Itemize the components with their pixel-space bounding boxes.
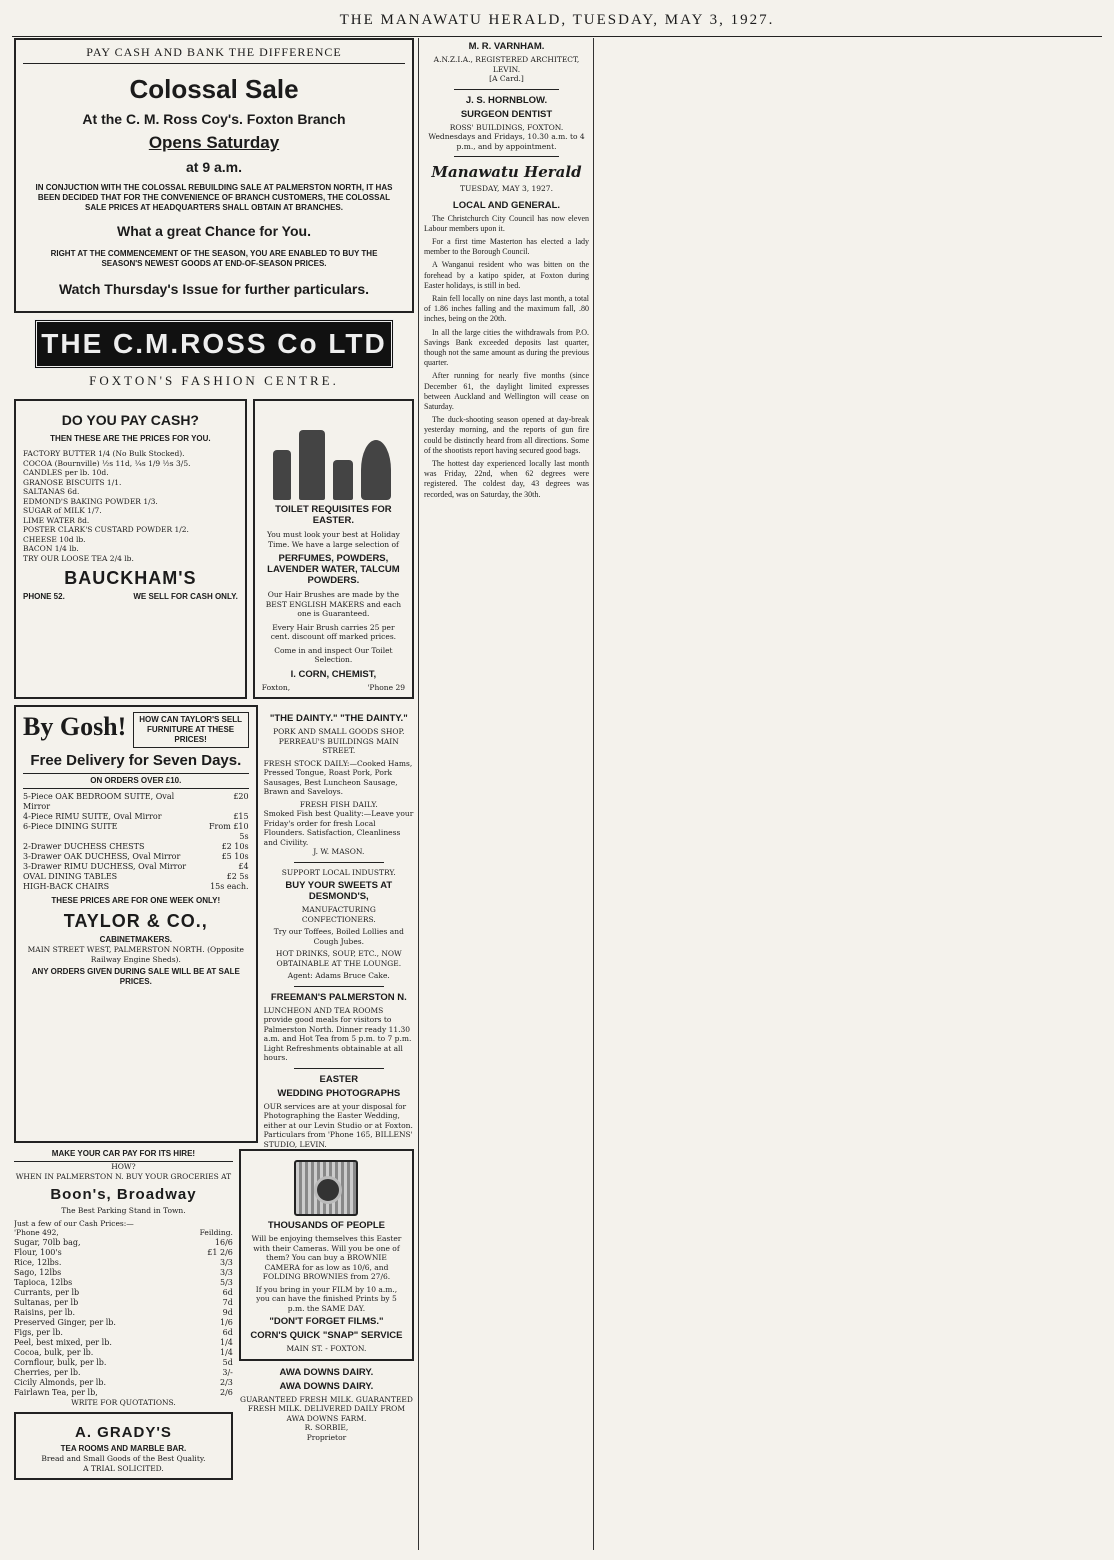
dentist-title: SURGEON DENTIST — [460, 108, 553, 120]
price-row: Peel, best mixed, per lb. 1/4 — [14, 1337, 233, 1347]
ad-subtitle: THEN THESE ARE THE PRICES FOR YOU. — [50, 434, 211, 443]
price-row: Cicily Almonds, per lb. 2/3 — [14, 1377, 233, 1387]
price-item: FACTORY BUTTER 1/4 (No Bulk Stocked). — [23, 449, 185, 458]
ad-header: MAKE YOUR CAR PAY FOR ITS HIRE! — [14, 1149, 233, 1162]
ad-slogan: "DON'T FORGET FILMS." — [269, 1316, 384, 1327]
ad-body: Our Hair Brushes are made by the BEST ENGLISH MAKERS and each one is Guaranteed. — [265, 590, 402, 618]
ad-body: GUARANTEED FRESH MILK. GUARANTEED FRESH MILK. DELIVERED DAILY FROM AWA DOWNS FARM. — [239, 1394, 413, 1423]
price-row: 6-Piece DINING SUITE From £10 5s — [23, 822, 249, 841]
ad-role: Proprietor — [306, 1432, 347, 1442]
ads-row-1 — [14, 399, 414, 705]
price-row: Cornflour, bulk, per lb. 5d — [14, 1357, 233, 1367]
ad-products: PERFUMES, POWDERS, LAVENDER WATER, TALCUM POWDERS. — [267, 553, 400, 586]
ad-how: HOW? — [111, 1162, 136, 1171]
shop-name: A. GRADY'S — [74, 1424, 172, 1441]
divider — [294, 862, 384, 863]
ad-body: If you bring in your FILM by 10 a.m., you can have the finished Prints by 5 p.m. the SAME DAY. — [255, 1284, 398, 1313]
ad-body: Smoked Fish best Quality:—Leave your Friday's order for fresh Local Flounders. Satisfaction, Cleanliness and Civility. — [263, 809, 414, 847]
ad-title: THOUSANDS OF PEOPLE — [267, 1220, 386, 1231]
cash-only: WE SELL FOR CASH ONLY. — [133, 592, 238, 601]
shop-address: PERREAU'S BUILDINGS MAIN STREET. — [278, 736, 399, 755]
ad-opens: Opens Saturday — [148, 133, 280, 152]
ad-subtitle: PORK AND SMALL GOODS SHOP. — [273, 727, 405, 736]
price-row: Raisins, per lb. 9d — [14, 1307, 233, 1317]
price-row: Cocoa, bulk, per lb. 1/4 — [14, 1347, 233, 1357]
news-paragraph: For a first time Masterton has elected a lady member to the Borough Council. — [424, 236, 589, 257]
card-note: [A Card.] — [489, 74, 524, 83]
ad-body: FRESH STOCK DAILY:—Cooked Hams, Pressed Tongue, Roast Pork, Pork Sausages, Best Luncheon Sausage, Brawn and Saveloys. — [263, 758, 413, 796]
ad-signature: R. SORBIE, — [304, 1423, 349, 1432]
ad-title: AWA DOWNS DAIRY. — [279, 1380, 374, 1392]
ad-body: Try our Toffees, Boiled Lollies and Cough Jubes. — [273, 927, 404, 946]
ad-header — [23, 712, 249, 748]
price-row: OVAL DINING TABLES £2 5s — [23, 872, 249, 881]
ad-body: Agent: Adams Bruce Cake. — [287, 971, 390, 980]
price-row: Fairlawn Tea, per lb, 2/6 — [14, 1387, 233, 1397]
ad-footer — [262, 683, 405, 693]
shop-address: MAIN ST. - FOXTON. — [286, 1344, 367, 1353]
ad-body: You must look your best at Holiday Time. We have a large selection of — [266, 530, 400, 549]
boons-ad — [14, 1149, 233, 1486]
ad-subtitle: WEDDING PHOTOGRAPHS — [277, 1087, 401, 1099]
grocery-list — [14, 1238, 233, 1398]
price-row: Currants, per lb 6d — [14, 1287, 233, 1297]
ad-title: Colossal Sale — [129, 74, 299, 104]
price-row: Rice, 12lbs. 3/3 — [14, 1257, 233, 1267]
ad-phone-row — [14, 1228, 233, 1238]
ad-title: By Gosh! — [23, 712, 127, 741]
price-row: 3-Drawer RIMU DUCHESS, Oval Mirror £4 — [23, 862, 249, 871]
price-row: Figs, per lb. 6d — [14, 1327, 233, 1337]
orders-note: ON ORDERS OVER £10. — [23, 773, 249, 789]
paper-title: Manawatu Herald — [431, 163, 582, 181]
ad-line: WHEN IN PALMERSTON N. BUY YOUR GROCERIES AT — [15, 1171, 232, 1181]
ad-trial: A TRIAL SOLICITED. — [83, 1463, 164, 1473]
dentist-name: J. S. HORNBLOW. — [465, 94, 548, 106]
ad-body: Bread and Small Goods of the Best Quality. — [41, 1454, 206, 1463]
ads-row-2 — [14, 705, 414, 1149]
perfume-bottles-image — [263, 410, 403, 500]
ad-title: BUY YOUR SWEETS AT DESMOND'S, — [285, 880, 393, 902]
ad-title: "THE DAINTY." "THE DAINTY." — [269, 713, 408, 724]
ad-service: CORN'S QUICK "SNAP" SERVICE — [250, 1330, 403, 1341]
news-paragraph: A Wanganui resident who was bitten on the forehead by a katipo spider, at Foxton during Easter holidays, is still in bed. — [424, 260, 589, 290]
price-row: 2-Drawer DUCHESS CHESTS £2 10s — [23, 842, 249, 851]
camera-column — [239, 1149, 414, 1486]
divider — [294, 1068, 384, 1069]
ad-title: AWA DOWNS DAIRY. — [279, 1366, 374, 1378]
price-row: Tapioca, 12lbs 5/3 — [14, 1277, 233, 1287]
sale-note: ANY ORDERS GIVEN DURING SALE WILL BE AT SALE PRICES. — [31, 967, 240, 986]
ad-title: TOILET REQUISITES FOR EASTER. — [275, 504, 392, 526]
ad-time: at 9 a.m. — [185, 159, 243, 175]
ross-ad — [14, 38, 414, 313]
phone-number: PHONE 52. — [23, 592, 65, 601]
price-item: SUGAR of MILK 1/7. — [23, 506, 102, 515]
ad-subhead: FRESH FISH DAILY. — [299, 799, 378, 809]
price-item: CHEESE 10d lb. — [23, 534, 86, 544]
ads-column — [14, 38, 414, 1552]
price-row: Cherries, per lb. 3/- — [14, 1367, 233, 1377]
ad-line: At the C. M. Ross Coy's. Foxton Branch — [82, 111, 346, 127]
price-item: COCOA (Bournville) ½s 11d, ¼s 1/9 ½s 3/5. — [23, 458, 191, 468]
divider — [454, 89, 559, 90]
ad-body: Come in and inspect Our Toilet Selection. — [274, 645, 393, 664]
paper-date: TUESDAY, MAY 3, 1927. — [460, 184, 553, 193]
ad-body: Every Hair Brush carries 25 per cent. discount off marked prices. — [270, 622, 397, 641]
price-item: TRY OUR LOOSE TEA 2/4 lb. — [23, 553, 134, 563]
price-item: EDMOND'S BAKING POWDER 1/3. — [23, 496, 158, 506]
phone-number: 'Phone 492, — [14, 1228, 59, 1237]
price-item: CANDLES per lb. 10d. — [23, 468, 109, 477]
ad-body: LUNCHEON AND TEA ROOMS provide good meals for visitors to Palmerston North. Dinner ready 11.30 a.m. and Hot Tea from 5 p.m. to 7 p.m. Light Refreshments obtainable at all hours. — [263, 1005, 412, 1062]
ad-header: PAY CASH AND BANK THE DIFFERENCE — [23, 45, 405, 64]
town: Foxton, — [261, 682, 291, 692]
ad-intro: Just a few of our Cash Prices:— — [14, 1218, 134, 1228]
ross-fashion-centre: FOXTON'S FASHION CENTRE. — [89, 373, 339, 388]
ad-title: FREEMAN'S PALMERSTON N. — [270, 991, 407, 1003]
section-heading: LOCAL AND GENERAL. — [452, 199, 561, 211]
free-delivery: Free Delivery for Seven Days. — [30, 752, 242, 769]
shop-trade: CABINETMAKERS. — [99, 935, 173, 944]
price-row: Sultanas, per lb 7d — [14, 1297, 233, 1307]
news-paragraph: The hottest day experienced locally last month was Friday, 22nd, when 62 degrees were registered. The coldest day, 43 degrees was recorded, was on Saturday, the 30th. — [424, 458, 589, 499]
price-item: POSTER CLARK'S CUSTARD POWDER 1/2. — [23, 525, 189, 534]
price-row: 3-Drawer OAK DUCHESS, Oval Mirror £5 10s — [23, 852, 249, 861]
ad-title: DO YOU PAY CASH? — [61, 412, 199, 428]
divider — [454, 156, 559, 157]
chemist-name: I. CORN, CHEMIST, — [290, 668, 377, 680]
ross-logo-banner: THE C.M.ROSS Co LTD — [34, 319, 394, 369]
ad-signature: J. W. MASON. — [313, 847, 365, 856]
toilet-ad — [253, 399, 414, 699]
news-paragraph: The Christchurch City Council has now eleven Labour members upon it. — [424, 213, 589, 233]
architect-quals: A.N.Z.I.A., REGISTERED ARCHITECT, — [433, 55, 580, 64]
price-item: LIME WATER 8d. — [23, 515, 90, 525]
news-column — [424, 38, 589, 1552]
ad-write: WRITE FOR QUOTATIONS. — [71, 1397, 176, 1407]
news-paragraph: After running for nearly five months (since December 61, the daylight limited expresses between Auckland and Wellington will cease on Saturday. — [424, 371, 589, 411]
dentist-hours: Wednesdays and Fridays, 10.30 a.m. to 4 p.m., and by appointment. — [428, 132, 585, 151]
grady-ad — [14, 1412, 233, 1480]
divider — [294, 986, 384, 987]
ad-chance: What a great Chance for You. — [117, 223, 311, 239]
dentist-address: ROSS' BUILDINGS, FOXTON. — [449, 122, 564, 132]
dainty-column — [264, 705, 414, 1149]
taylor-ad — [14, 705, 258, 1143]
ad-question: HOW CAN TAYLOR'S SELL FURNITURE AT THESE PRICES! — [133, 712, 249, 748]
price-row: Sago, 12lbs 3/3 — [14, 1267, 233, 1277]
bauckham-ad — [14, 399, 247, 699]
shop-name: TAYLOR & CO., — [63, 911, 208, 931]
furniture-list — [23, 792, 249, 892]
ad-title: EASTER — [319, 1073, 359, 1085]
news-paragraph: Rain fell locally on nine days last month, a total of 1.86 inches falling and the maximum fall, .80 inches, being on the 20th. — [424, 293, 589, 324]
ad-watch: Watch Thursday's Issue for further particulars. — [58, 281, 370, 297]
architect-town: LEVIN. — [492, 64, 521, 74]
camera-ad — [239, 1149, 414, 1361]
news-paragraph: In all the large cities the withdrawals from P.O. Savings Bank exceeded deposits last quarter, though not the same amount as during the previous quarter. — [424, 327, 589, 368]
shop-name: BAUCKHAM'S — [64, 568, 197, 588]
ad-body: HOT DRINKS, SOUP, ETC., NOW OBTAINABLE AT THE LOUNGE. — [275, 949, 402, 968]
price-row: Sugar, 70lb bag, 16/6 — [14, 1237, 233, 1247]
ad-conjunction: IN CONJUCTION WITH THE COLOSSAL REBUILDING SALE AT PALMERSTON NORTH, IT HAS BEEN DECIDED THAT FOR THE CONVENIENCE OF BRANCH CUSTOMERS, THE COLOSSAL SALE PRICES AT HEADQUARTERS SHALL OBTAIN AT BRANCHES. — [35, 183, 393, 212]
news-paragraph: The duck-shooting season opened at day-break yesterday morning, and the reports of gun fire could be distinctly heard from all directions. Some of the shootists report having secured good bags. — [424, 415, 589, 455]
price-row: 4-Piece RIMU SUITE, Oval Mirror £15 — [23, 812, 249, 821]
price-list — [23, 449, 238, 563]
week-note: THESE PRICES ARE FOR ONE WEEK ONLY! — [51, 896, 221, 905]
price-item: SALTANAS 6d. — [23, 487, 80, 496]
shop-name: Boon's, Broadway — [50, 1186, 197, 1203]
camera-image — [294, 1160, 358, 1216]
price-item: GRANOSE BISCUITS 1/1. — [23, 477, 122, 487]
architect-name: M. R. VARNHAM. — [468, 41, 545, 52]
column-rule — [418, 38, 419, 1550]
phone-number: 'Phone 29 — [367, 682, 405, 692]
price-row: 5-Piece OAK BEDROOM SUITE, Oval Mirror £20 — [23, 792, 249, 811]
ad-parking: The Best Parking Stand in Town. — [61, 1206, 186, 1215]
ad-body: Will be enjoying themselves this Easter with their Cameras. Will you be one of them? You can buy a BROWNIE CAMERA for as low as 10/6, and FOLDING BROWNIES from 27/6. — [251, 1234, 402, 1281]
ad-subtitle: MANUFACTURING CONFECTIONERS. — [301, 905, 376, 924]
shop-address: MAIN STREET WEST, PALMERSTON NORTH. (Opposite Railway Engine Sheds). — [27, 945, 244, 964]
ad-body: OUR services are at your disposal for Photographing the Easter Wedding, either at our Levin Studio or at Foxton. Particulars from 'Phone 165, BILLENS' STUDIO, LEVIN. — [263, 1101, 413, 1149]
ad-subhead: SUPPORT LOCAL INDUSTRY. — [281, 867, 396, 877]
town: Feilding. — [199, 1228, 233, 1237]
ad-line: TEA ROOMS AND MARBLE BAR. — [60, 1444, 187, 1453]
price-row: Preserved Ginger, per lb. 1/6 — [14, 1317, 233, 1327]
ad-footer — [23, 592, 238, 602]
ad-season: RIGHT AT THE COMMENCEMENT OF THE SEASON, YOU ARE ENABLED TO BUY THE SEASON'S NEWEST GOODS AT END-OF-SEASON PRICES. — [50, 249, 378, 268]
price-row: HIGH-BACK CHAIRS 15s each. — [23, 882, 249, 891]
masthead-rule — [12, 36, 1102, 37]
price-row: Flour, 100's £1 2/6 — [14, 1247, 233, 1257]
price-item: BACON 1/4 lb. — [23, 544, 79, 553]
masthead: THE MANAWATU HERALD, TUESDAY, MAY 3, 1927. — [339, 12, 775, 28]
column-rule — [593, 38, 594, 1550]
news-body — [424, 214, 589, 500]
ads-row-3 — [14, 1149, 414, 1486]
